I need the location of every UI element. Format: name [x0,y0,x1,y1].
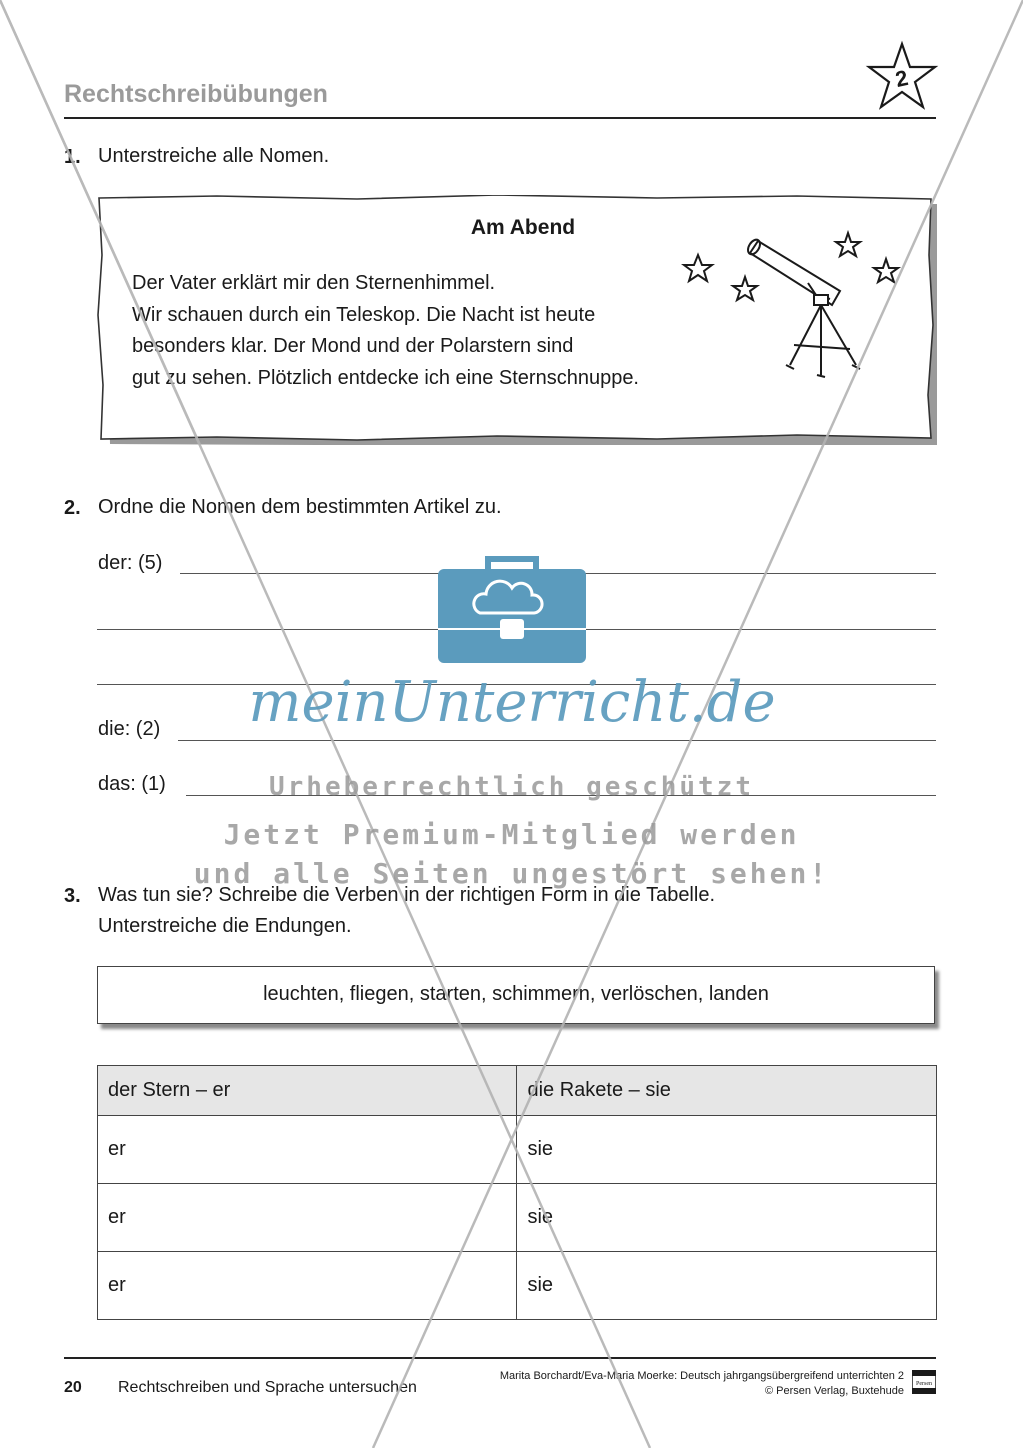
table-cell[interactable]: er [98,1252,517,1320]
watermark-line: Urheberrechtlich geschützt [269,772,754,802]
task3-instruction-line: Was tun sie? Schreibe die Verben in der richtigen Form in die Tabelle. [98,884,716,906]
table-cell[interactable]: sie [517,1184,937,1252]
watermark-brand: meinUnterricht.de [248,670,776,735]
badge-number: 2 [893,65,911,93]
table-cell[interactable]: er [98,1116,517,1184]
verb-table [97,1065,937,1320]
table-header: der Stern – er [98,1066,517,1116]
footer-credit-line: Marita Borchardt/Eva-Maria Moerke: Deutsch jahrgangsübergreifend unterrichten 2 [499,1370,904,1382]
watermark-line: und alle Seiten ungestört sehen! [193,857,830,890]
task3-number: 3. [64,885,81,907]
story-line: Der Vater erklärt mir den Sternenhimmel. [132,272,496,294]
footer-credit-line: © Persen Verlag, Buxtehude [765,1385,904,1397]
label-der: der: (5) [98,552,163,574]
answer-line[interactable] [178,740,936,741]
watermark-line: Jetzt Premium-Mitglied werden [223,818,800,851]
verb-list-box: leuchten, fliegen, starten, schimmern, verlöschen, landen [97,966,935,1024]
publisher-logo-text: Persen [916,1381,932,1387]
briefcase-cloud-icon [436,555,588,665]
star-badge-icon [864,40,940,116]
task1-instruction: Unterstreiche alle Nomen. [98,145,330,167]
publisher-logo-icon [912,1370,936,1394]
story-line: gut zu sehen. Plötzlich entdecke ich eine Sternschnuppe. [132,367,639,389]
footer-section: Rechtschreiben und Sprache untersuchen [118,1379,417,1396]
task2-instruction: Ordne die Nomen dem bestimmten Artikel zu. [98,496,502,518]
task3-instruction-line: Unterstreiche die Endungen. [98,915,352,937]
page-number: 20 [64,1379,82,1396]
table-cell[interactable]: sie [517,1116,937,1184]
story-line: Wir schauen durch ein Teleskop. Die Nacht ist heute [132,304,596,326]
task2-number: 2. [64,497,81,519]
title-rule [64,117,936,119]
table-cell[interactable]: sie [517,1252,937,1320]
footer-credit [500,1369,904,1399]
story-line: besonders klar. Der Mond und der Polarstern sind [132,335,574,357]
story-title: Am Abend [470,216,576,239]
label-das: das: (1) [98,773,166,795]
footer-rule [64,1357,936,1359]
label-die: die: (2) [98,718,161,740]
telescope-illustration-icon [680,225,910,395]
page-title: Rechtschreibübungen [64,80,328,108]
table-cell[interactable]: er [98,1184,517,1252]
task1-number: 1. [64,146,81,168]
table-header: die Rakete – sie [517,1066,937,1116]
